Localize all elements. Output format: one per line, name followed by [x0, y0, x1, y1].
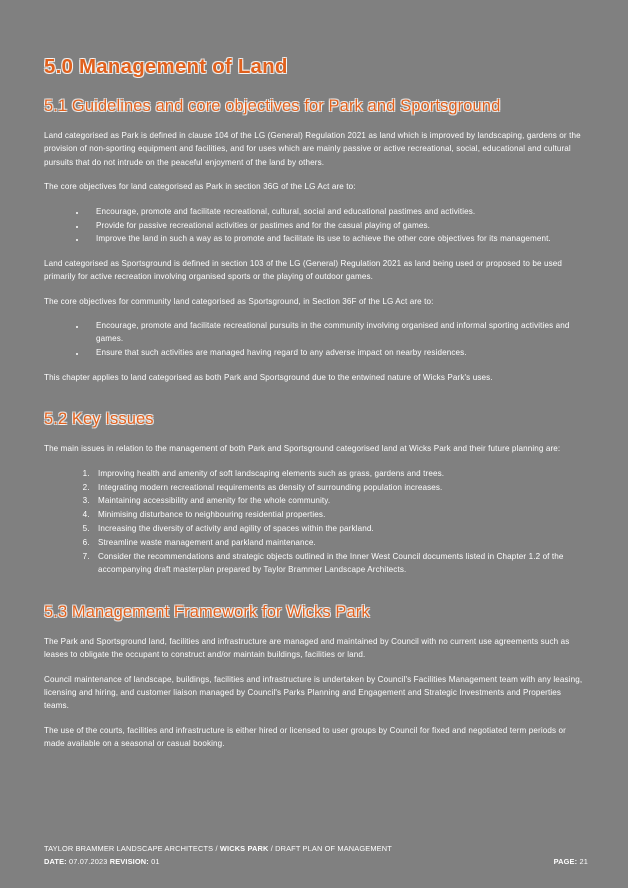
paragraph-key-issues-intro: The main issues in relation to the management of both Park and Sportsground categorised land at Wicks Park and their future planning are: [44, 444, 561, 454]
list-item: 2. Integrating modern recreational requirements as density of surrounding population increases. [92, 481, 588, 494]
footer-date-revision [44, 857, 160, 866]
list-item: 3. Maintaining accessibility and amenity for the whole community. [92, 494, 588, 507]
paragraph-park-definition: Land categorised as Park is defined in clause 104 of the LG (General) Regulation 2021 as land which is improved by landscaping, gardens or the provision of non-sporting equipment and facilities, and for uses which are mainly passive or active recreational, social, educational and cultural pursuits that do not intrude on the peaceful enjoyment of the land by others. [44, 131, 581, 167]
footer-date-label: DATE: [44, 857, 67, 866]
list-item: 6. Streamline waste management and parkland maintenance. [92, 536, 588, 549]
list-item: • Encourage, promote and facilitate recreational, cultural, social and educational pastimes and activities. [86, 205, 588, 218]
subsection-heading-5-2: 5.2 Key Issues [44, 410, 154, 429]
paragraph-sportsground-objectives-intro: The core objectives for community land categorised as Sportsground, in Section 36F of the LG Act are to: [44, 296, 434, 306]
subsection-heading-5-3: 5.3 Management Framework for Wicks Park [44, 602, 370, 621]
list-item: 4. Minimising disturbance to neighbouring residential properties. [92, 508, 588, 521]
list-item: • Provide for passive recreational activities or pastimes and for the casual playing of games. [86, 219, 588, 232]
list-item: • Encourage, promote and facilitate recreational pursuits in the community involving organised and informal sporting activities and games. [86, 319, 588, 346]
paragraph-courts-usage: The use of the courts, facilities and infrastructure is either hired or licensed to user groups by Council for fixed and negotiated term periods or made available on a seasonal or casual booking. [44, 725, 566, 749]
footer-firm: TAYLOR BRAMMER LANDSCAPE ARCHITECTS / [44, 844, 218, 853]
footer-credit-line [44, 844, 588, 853]
paragraph-council-maintenance: Council maintenance of landscape, buildings, facilities and infrastructure is undertaken by Council's Facilities Management team with any leasing, licensing and hiring, and customer liaison managed by Council's Parks Planning and Engagement and Strategic Investments and Properties teams. [44, 674, 583, 711]
footer-revision-label: REVISION: [109, 857, 149, 866]
subsection-heading-5-1: 5.1 Guidelines and core objectives for Park and Sportsground [44, 97, 501, 115]
list-item: • Improve the land in such a way as to promote and facilitate its use to achieve the other core objectives for its management. [86, 232, 588, 245]
page-title: 5.0 Management of Land [44, 55, 288, 78]
footer-page-number [554, 857, 588, 866]
list-item: 7. Consider the recommendations and strategic objects outlined in the Inner West Council documents listed in Chapter 1.2 of the accompanying draft masterplan prepared by Taylor Brammer Landscape Architects. [92, 550, 588, 577]
footer-project: WICKS PARK [219, 844, 269, 853]
paragraph-management-responsibility: The Park and Sportsground land, facilities and infrastructure are managed and maintained by Council with no current use agreements such as leases to obligate the occupant to construct and/or maintain buildings, facilities or land. [44, 636, 570, 660]
list-item: 1. Improving health and amenity of soft landscaping elements such as grass, gardens and trees. [92, 467, 588, 480]
footer-page-label: PAGE: [553, 857, 578, 866]
paragraph-chapter-scope: This chapter applies to land categorised as both Park and Sportsground due to the entwined nature of Wicks Park's uses. [44, 372, 493, 382]
paragraph-sportsground-definition: Land categorised as Sportsground is defined in section 103 of the LG (General) Regulation 2021 as land being used or proposed to be used primarily for active recreation involving organised sports or the playing of outdoor games. [44, 258, 563, 282]
list-item: 5. Increasing the diversity of activity and agility of spaces within the parkland. [92, 522, 588, 535]
footer-revision-value: 01 [151, 857, 160, 866]
numbered-list-key-issues [44, 467, 588, 577]
footer-meta-line [44, 857, 588, 866]
footer-date-value: 07.07.2023 [69, 857, 108, 866]
footer-document-type: / DRAFT PLAN OF MANAGEMENT [270, 844, 392, 853]
bullet-list-park-objectives [44, 205, 588, 246]
paragraph-park-objectives-intro: The core objectives for land categorised as Park in section 36G of the LG Act are to: [44, 182, 356, 192]
list-item: • Ensure that such activities are managed having regard to any adverse impact on nearby residences. [86, 346, 588, 359]
bullet-list-sportsground-objectives [44, 319, 588, 360]
footer-page-value: 21 [579, 857, 588, 866]
page-footer [44, 844, 588, 866]
